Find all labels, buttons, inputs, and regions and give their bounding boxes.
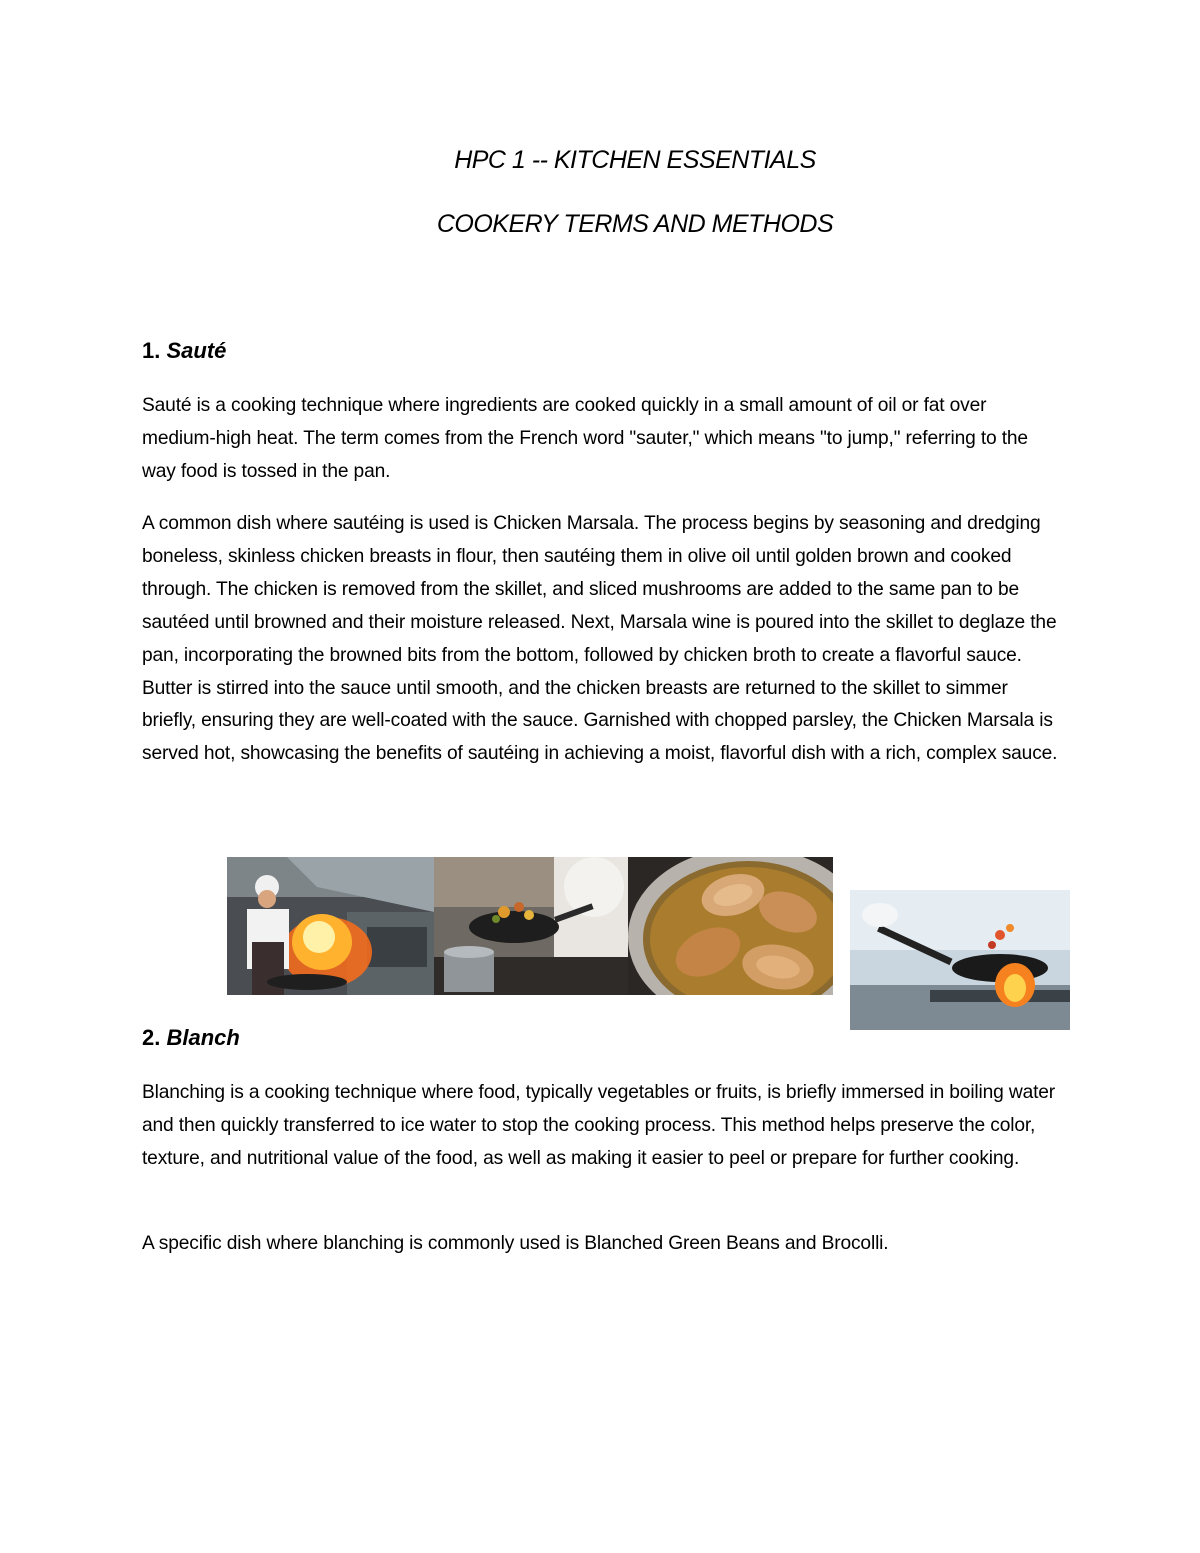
section-number: 2. <box>142 1025 161 1050</box>
blanch-example-paragraph: A specific dish where blanching is commonly used is Blanched Green Beans and Brocolli. <box>142 1233 889 1254</box>
document-title: HPC 1 -- KITCHEN ESSENTIALS <box>454 146 816 174</box>
chef-flaming-wok-photo <box>227 857 434 995</box>
frying-pan-flame-photo <box>850 890 1070 1030</box>
section-term: Blanch <box>166 1025 240 1050</box>
section-heading-saute <box>142 338 226 364</box>
saute-definition-paragraph: Sauté is a cooking technique where ingredients are cooked quickly in a small amount of oil or fat over medium-high heat. The term comes from the French word "sauter," which means "to jump," referring to the way food is tossed in the pan. <box>142 395 1028 482</box>
tossing-vegetables-pan-photo <box>434 857 628 995</box>
blanch-definition-paragraph: Blanching is a cooking technique where food, typically vegetables or fruits, is briefly immersed in boiling water and then quickly transferred to ice water to stop the cooking process. This method helps preserve the color, texture, and nutritional value of the food, as well as making it easier to peel or prepare for further cooking. <box>142 1082 1056 1169</box>
section-heading-blanch <box>142 1025 240 1051</box>
saute-example-paragraph: A common dish where sautéing is used is Chicken Marsala. The process begins by seasoning and dredging boneless, skinless chicken breasts in flour, then sautéing them in olive oil until golden brown and cooked through. The chicken is removed from the skillet, and sliced mushrooms are added to the same pan to be sautéed until browned and their moisture released. Next, Marsala wine is poured into the skillet to deglaze the pan, incorporating the browned bits from the bottom, followed by chicken broth to create a flavorful sauce. Butter is stirred into the sauce until smooth, and the chicken breasts are returned to the skillet to simmer briefly, ensuring they are well-coated with the sauce. Garnished with chopped parsley, the Chicken Marsala is served hot, showcasing the benefits of sautéing in achieving a moist, flavorful dish with a rich, complex sauce. <box>142 513 1058 765</box>
chicken-breasts-skillet-photo <box>628 857 833 995</box>
document-subtitle: COOKERY TERMS AND METHODS <box>436 210 834 238</box>
section-number: 1. <box>142 338 161 363</box>
section-term: Sauté <box>166 338 227 363</box>
